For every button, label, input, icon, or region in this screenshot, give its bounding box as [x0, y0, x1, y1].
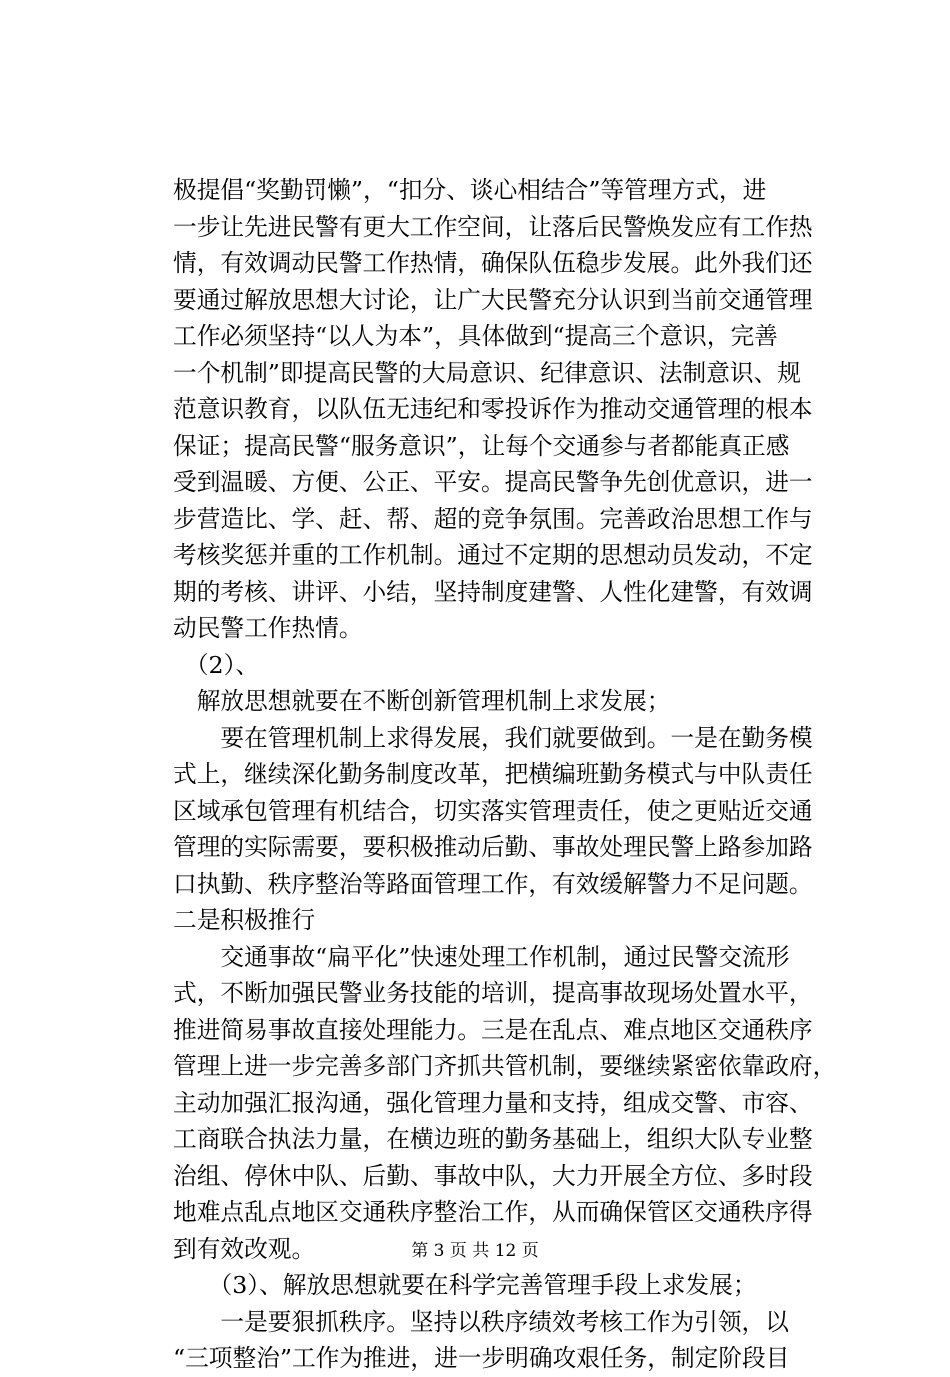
text-line: 主动加强汇报沟通，强化管理力量和支持，组成交警、市容、 — [173, 1088, 813, 1117]
text-line: 区域承包管理有机结合，切实落实管理责任，使之更贴近交通 — [173, 796, 813, 825]
text-line: 工作必须坚持“以人为本”，具体做到“提高三个意识，完善 — [173, 322, 778, 350]
text-line: 动民警工作热情。 — [173, 614, 363, 642]
text-line: 治组、停休中队、后勤、事故中队，大力开展全方位、多时段 — [173, 1161, 813, 1190]
text-line: 管理的实际需要，要积极推动后勤、事故处理民警上路参加路 — [173, 833, 813, 861]
text-line: 极提倡“奖勤罚懒”，“扣分、谈心相结合”等管理方式，进 — [173, 176, 767, 204]
text-line: 地难点乱点地区交通秩序整治工作，从而确保管区交通秩序得 — [173, 1198, 813, 1226]
text-line: 保证；提高民警“服务意识”，让每个交通参与者都能真正感 — [173, 431, 790, 460]
page-footer: 第 3 页 共 12 页 — [411, 1241, 539, 1261]
text-line: （3）、解放思想就要在科学完善管理手段上求发展； — [173, 1271, 757, 1299]
text-line: 管理上进一步完善多部门齐抓共管机制，要继续紧密依靠政府， — [173, 1052, 837, 1080]
text-line: 口执勤、秩序整治等路面管理工作，有效缓解警力不足问题。 — [173, 869, 813, 898]
text-line: 一步让先进民警有更大工作空间，让落后民警焕发应有工作热 — [173, 212, 813, 241]
text-line: 情，有效调动民警工作热情，确保队伍稳步发展。此外我们还 — [173, 249, 813, 277]
text-line: 要通过解放思想大讨论，让广大民警充分认识到当前交通管理 — [173, 285, 813, 314]
text-line: 期的考核、讲评、小结，坚持制度建警、人性化建警，有效调 — [173, 577, 813, 606]
text-line: 式，不断加强民警业务技能的培训，提高事故现场处置水平， — [173, 979, 813, 1007]
text-line: 要在管理机制上求得发展，我们就要做到。一是在勤务模 — [173, 723, 813, 752]
text-line: 解放思想就要在不断创新管理机制上求发展； — [173, 687, 671, 715]
text-line: 交通事故“扁平化”快速处理工作机制，通过民警交流形 — [173, 942, 790, 971]
text-line: 一是要狠抓秩序。坚持以秩序绩效考核工作为引领，以 — [173, 1307, 789, 1336]
text-line: 式上，继续深化勤务制度改革，把横编班勤务模式与中队责任 — [173, 760, 813, 788]
text-line: 步营造比、学、赶、帮、超的竞争氛围。完善政治思想工作与 — [173, 504, 813, 533]
text-line: 受到温暖、方便、公正、平安。提高民警争先创优意识，进一 — [173, 468, 813, 496]
text-line: （2）、 — [173, 650, 260, 679]
body-text — [173, 172, 837, 1377]
text-line: 范意识教育，以队伍无违纪和零投诉作为推动交通管理的根本 — [173, 395, 813, 423]
text-line: 工商联合执法力量，在横边班的勤务基础上，组织大队专业整 — [173, 1125, 813, 1153]
text-line: 一个机制”即提高民警的大局意识、纪律意识、法制意识、规 — [173, 358, 801, 387]
text-line: 到有效改观。 — [173, 1234, 316, 1263]
text-line: “三项整治”工作为推进，进一步明确攻艰任务，制定阶段目 — [173, 1344, 790, 1372]
text-line: 二是积极推行 — [173, 906, 316, 934]
text-line: 考核奖惩并重的工作机制。通过不定期的思想动员发动，不定 — [173, 541, 813, 569]
text-line: 推进简易事故直接处理能力。三是在乱点、难点地区交通秩序 — [173, 1015, 813, 1044]
